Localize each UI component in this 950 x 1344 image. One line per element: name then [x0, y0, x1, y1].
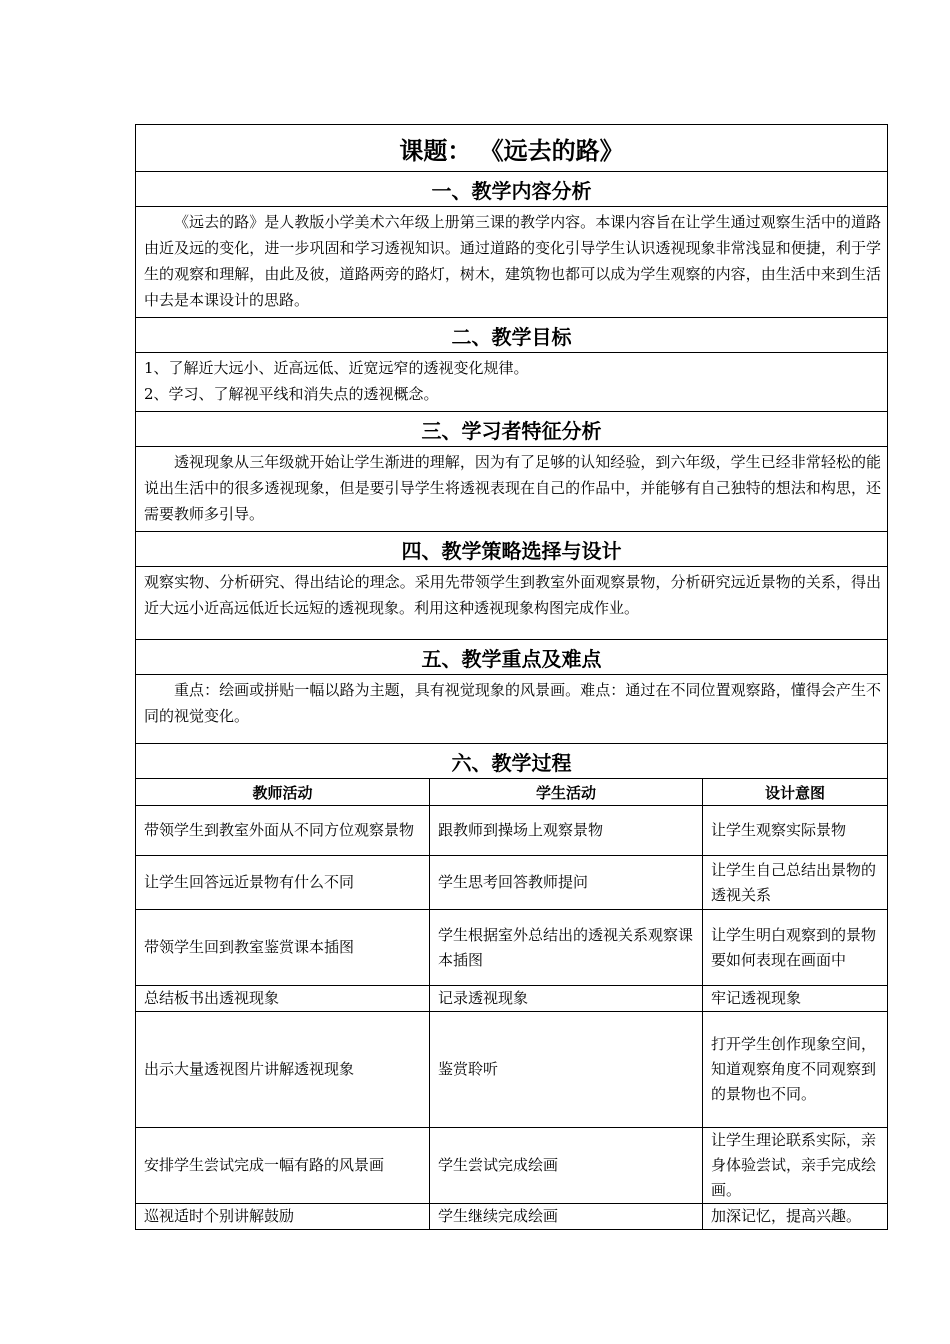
design-intent-cell: 让学生自己总结出景物的透视关系: [703, 856, 888, 910]
objectives-text: [136, 353, 888, 412]
strategy-paragraph: 观察实物、分析研究、得出结论的理念。采用先带领学生到教室外面观察景物，分析研究远近景物的关系，得出近大远小近高远低近长远短的透视现象。利用这种透视现象构图完成作业。: [144, 573, 882, 617]
lesson-plan-table: [135, 124, 888, 1230]
design-intent-cell: 让学生理论联系实际，亲身体验尝试，亲手完成绘画。: [703, 1128, 888, 1204]
teacher-activity-cell: 带领学生到教室外面从不同方位观察景物: [136, 806, 430, 856]
student-activity-cell: 学生继续完成绘画: [430, 1204, 703, 1230]
teacher-activity-cell: 总结板书出透视现象: [136, 986, 430, 1012]
content-analysis-paragraph: 《远去的路》是人教版小学美术六年级上册第三课的教学内容。本课内容旨在让学生通过观察生活中的道路由近及远的变化，进一步巩固和学习透视知识。通过道路的变化引导学生认识透视现象非常浅显和便捷，利于学生的观察和理解，由此及彼，道路两旁的路灯，树木，建筑物也都可以成为学生观察的内容，由生活中来到生活中去是本课设计的思路。: [144, 213, 882, 309]
objective-line: 1、了解近大远小、近高远低、近宽远窄的透视变化规律。: [144, 359, 529, 377]
learner-analysis-text: [136, 447, 888, 532]
section-heading-key-points: 五、教学重点及难点: [136, 640, 888, 675]
section-heading-process: 六、教学过程: [136, 744, 888, 779]
student-activity-cell: 学生思考回答教师提问: [430, 856, 703, 910]
design-intent-cell: 让学生观察实际景物: [703, 806, 888, 856]
table-row: [136, 1012, 888, 1128]
teacher-activity-cell: 让学生回答远近景物有什么不同: [136, 856, 430, 910]
student-activity-cell: 跟教师到操场上观察景物: [430, 806, 703, 856]
section-heading-strategy: 四、教学策略选择与设计: [136, 532, 888, 567]
design-intent-cell: 让学生明白观察到的景物要如何表现在画面中: [703, 910, 888, 986]
table-row: [136, 856, 888, 910]
section-heading-learner-analysis: 三、学习者特征分析: [136, 412, 888, 447]
table-row: [136, 806, 888, 856]
teacher-activity-cell: 出示大量透视图片讲解透视现象: [136, 1012, 430, 1128]
design-intent-cell: 加深记忆，提高兴趣。: [703, 1204, 888, 1230]
table-row: [136, 910, 888, 986]
learner-analysis-paragraph: 透视现象从三年级就开始让学生渐进的理解，因为有了足够的认知经验，到六年级，学生已经非常轻松的能说出生活中的很多透视现象，但是要引导学生将透视表现在自己的作品中，并能够有自己独特的想法和构思，还需要教师多引导。: [144, 453, 882, 523]
key-points-paragraph: 重点：绘画或拼贴一幅以路为主题，具有视觉现象的风景画。难点：通过在不同位置观察路，懂得会产生不同的视觉变化。: [144, 681, 882, 725]
objective-line: 2、学习、了解视平线和消失点的透视概念。: [144, 385, 439, 403]
lesson-title: 课题： 《远去的路》: [136, 125, 888, 172]
teacher-activity-cell: 带领学生回到教室鉴赏课本插图: [136, 910, 430, 986]
design-intent-cell: 打开学生创作现象空间，知道观察角度不同观察到的景物也不同。: [703, 1012, 888, 1128]
design-intent-cell: 牢记透视现象: [703, 986, 888, 1012]
student-activity-cell: 学生根据室外总结出的透视关系观察课本插图: [430, 910, 703, 986]
column-header-student: 学生活动: [430, 779, 703, 806]
table-row: [136, 1204, 888, 1230]
teacher-activity-cell: 安排学生尝试完成一幅有路的风景画: [136, 1128, 430, 1204]
section-heading-objectives: 二、教学目标: [136, 318, 888, 353]
lesson-plan-sheet: [135, 124, 887, 1230]
teacher-activity-cell: 巡视适时个别讲解鼓励: [136, 1204, 430, 1230]
student-activity-cell: 鉴赏聆听: [430, 1012, 703, 1128]
table-row: [136, 986, 888, 1012]
student-activity-cell: 记录透视现象: [430, 986, 703, 1012]
column-header-teacher: 教师活动: [136, 779, 430, 806]
table-row: [136, 1128, 888, 1204]
key-points-text: [136, 675, 888, 744]
content-analysis-text: [136, 207, 888, 318]
student-activity-cell: 学生尝试完成绘画: [430, 1128, 703, 1204]
column-header-intent: 设计意图: [703, 779, 888, 806]
strategy-text: [136, 567, 888, 640]
section-heading-content-analysis: 一、教学内容分析: [136, 172, 888, 207]
